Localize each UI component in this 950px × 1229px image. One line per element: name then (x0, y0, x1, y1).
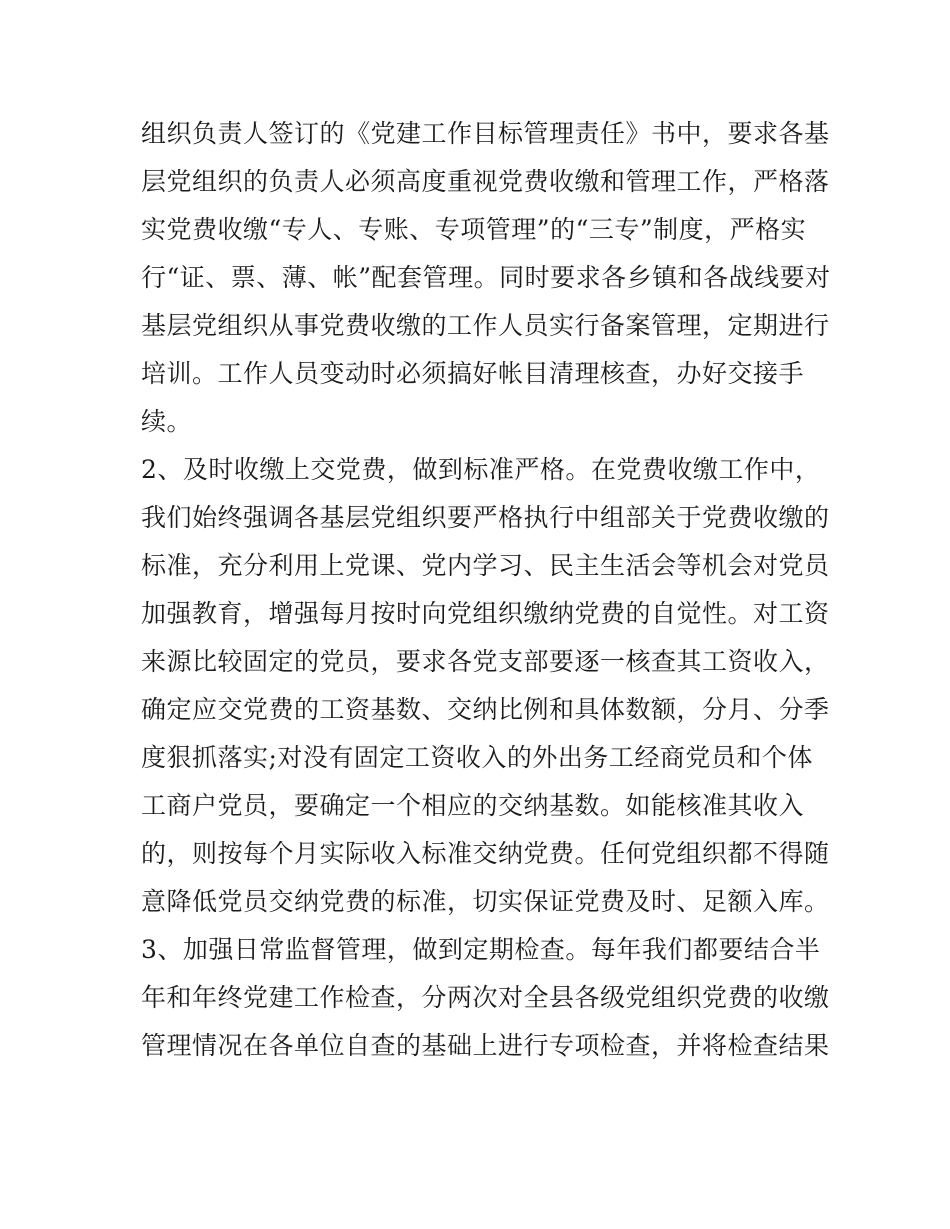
text-line: 的，则按每个月实际收入标准交纳党费。任何党组织都不得随 (141, 839, 830, 868)
text-line: 意降低党员交纳党费的标准，切实保证党费及时、足额入库。 (141, 887, 830, 916)
text-line: 续。 (141, 407, 193, 436)
text-line: 管理情况在各单位自查的基础上进行专项检查，并将检查结果 (141, 1031, 830, 1060)
text-line: 度狠抓落实;对没有固定工资收入的外出务工经商党员和个体 (141, 743, 813, 772)
text-line: 2、及时收缴上交党费，做到标准严格。在党费收缴工作中， (141, 455, 821, 484)
text-line: 培训。工作人员变动时必须搞好帐目清理核查，办好交接手 (141, 359, 805, 388)
text-line: 3、加强日常监督管理，做到定期检查。每年我们都要结合半 (141, 935, 821, 964)
text-line: 基层党组织从事党费收缴的工作人员实行备案管理，定期进行 (141, 311, 830, 340)
text-line: 确定应交党费的工资基数、交纳比例和具体数额，分月、分季 (141, 695, 830, 724)
text-line: 标准，充分利用上党课、党内学习、民主生活会等机会对党员 (141, 551, 830, 580)
text-line: 年和年终党建工作检查，分两次对全县各级党组织党费的收缴 (141, 983, 830, 1012)
text-line: 层党组织的负责人必须高度重视党费收缴和管理工作，严格落 (141, 167, 830, 196)
text-line: 来源比较固定的党员，要求各党支部要逐一核查其工资收入， (141, 647, 830, 676)
text-line: 实党费收缴“专人、专账、专项管理”的“三专”制度，严格实 (141, 215, 807, 244)
text-line: 组织负责人签订的《党建工作目标管理责任》书中，要求各基 (141, 119, 830, 148)
text-line: 我们始终强调各基层党组织要严格执行中组部关于党费收缴的 (141, 503, 830, 532)
body-text (141, 110, 831, 1070)
text-line: 加强教育，增强每月按时向党组织缴纳党费的自觉性。对工资 (141, 599, 830, 628)
text-line: 行“证、票、薄、帐”配套管理。同时要求各乡镇和各战线要对 (141, 263, 831, 292)
text-line: 工商户党员，要确定一个相应的交纳基数。如能核准其收入 (141, 791, 805, 820)
